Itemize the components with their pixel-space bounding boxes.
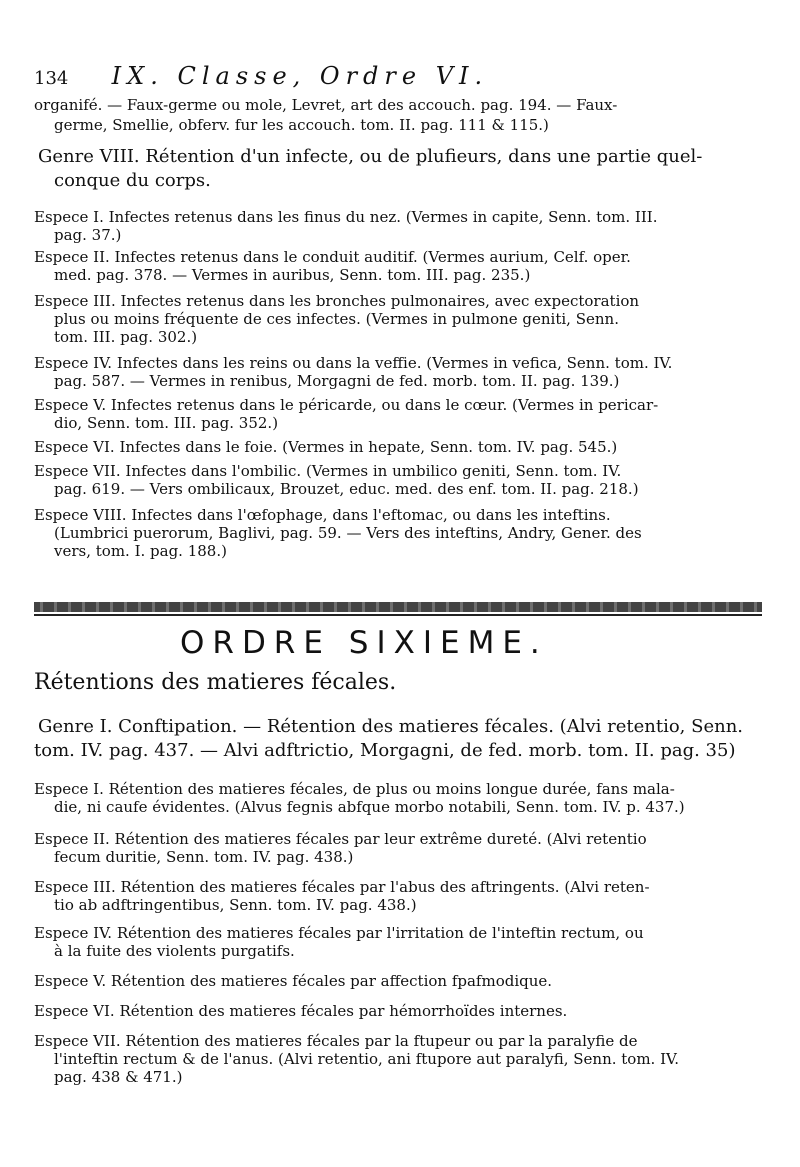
ordre-heading: ORDRE SIXIEME. xyxy=(180,625,548,661)
espece-line: pag. 587. — Vermes in renibus, Morgagni de fed. morb. tom. II. pag. 139.) xyxy=(54,372,620,390)
espece-line: Espece II. Infectes retenus dans le conduit auditif. (Vermes aurium, Celf. oper. xyxy=(34,248,631,266)
espece-line: à la fuite des violents purgatifs. xyxy=(54,942,295,960)
espece-line: fecum duritie, Senn. tom. IV. pag. 438.) xyxy=(54,848,354,866)
espece-line: Espece V. Rétention des matieres fécales par affection fpafmodique. xyxy=(34,972,553,990)
espece-line: tio ab adftringentibus, Senn. tom. IV. pag. 438.) xyxy=(54,896,417,914)
running-head xyxy=(34,62,754,93)
divider xyxy=(34,614,762,616)
espece-line: Espece I. Infectes retenus dans les finus du nez. (Vermes in capite, Senn. tom. III. xyxy=(34,208,658,226)
espece-line: Espece VI. Infectes dans le foie. (Vermes in hepate, Senn. tom. IV. pag. 545.) xyxy=(34,438,618,456)
espece-line: l'inteftin rectum & de l'anus. (Alvi retentio, ani ftupore aut paralyfi, Senn. tom. IV. xyxy=(54,1050,679,1068)
espece-line: Espece VII. Infectes dans l'ombilic. (Vermes in umbilico geniti, Senn. tom. IV. xyxy=(34,462,622,480)
espece-line: Espece III. Infectes retenus dans les bronches pulmonaires, avec expectoration xyxy=(34,292,640,310)
espece-line: Espece IV. Rétention des matieres fécales par l'irritation de l'inteftin rectum, ou xyxy=(34,924,644,942)
espece-line: pag. 37.) xyxy=(54,226,122,244)
running-title: IX. Classe, Ordre VI. xyxy=(111,62,489,90)
genre-heading: Genre I. Conftipation. — Rétention des matieres fécales. (Alvi retentio, Senn. xyxy=(38,716,744,737)
ornamental-rule xyxy=(34,602,762,612)
text-line: organifé. — Faux-germe ou mole, Levret, art des accouch. pag. 194. — Faux- xyxy=(34,96,618,114)
section-title: Rétentions des matieres fécales. xyxy=(34,670,397,695)
espece-line: Espece II. Rétention des matieres fécales par leur extrême dureté. (Alvi retentio xyxy=(34,830,647,848)
espece-line: Espece III. Rétention des matieres fécales par l'abus des aftringents. (Alvi reten- xyxy=(34,878,650,896)
espece-line: Espece VIII. Infectes dans l'œfophage, dans l'eftomac, ou dans les inteftins. xyxy=(34,506,611,524)
espece-line: (Lumbrici puerorum, Baglivi, pag. 59. — Vers des inteftins, Andry, Gener. des xyxy=(54,524,642,542)
espece-line: Espece VI. Rétention des matieres fécales par hémorrhoïdes internes. xyxy=(34,1002,568,1020)
genre-heading: Genre VIII. Rétention d'un infecte, ou de plufieurs, dans une partie quel- xyxy=(38,146,703,167)
espece-line: die, ni caufe évidentes. (Alvus fegnis abfque morbo notabili, Senn. tom. IV. p. 437.) xyxy=(54,798,685,816)
espece-line: Espece I. Rétention des matieres fécales, de plus ou moins longue durée, fans mala- xyxy=(34,780,675,798)
espece-line: pag. 619. — Vers ombilicaux, Brouzet, educ. med. des enf. tom. II. pag. 218.) xyxy=(54,480,639,498)
espece-line: pag. 438 & 471.) xyxy=(54,1068,183,1086)
page-number: 134 xyxy=(34,68,69,89)
espece-line: Espece V. Infectes retenus dans le péricarde, ou dans le cœur. (Vermes in pericar- xyxy=(34,396,659,414)
espece-line: Espece IV. Infectes dans les reins ou dans la veffie. (Vermes in vefica, Senn. tom. IV. xyxy=(34,354,673,372)
genre-heading-cont: tom. IV. pag. 437. — Alvi adftrictio, Morgagni, de fed. morb. tom. II. pag. 35) xyxy=(34,740,736,761)
espece-line: Espece VII. Rétention des matieres fécales par la ftupeur ou par la paralyfie de xyxy=(34,1032,638,1050)
espece-line: tom. III. pag. 302.) xyxy=(54,328,198,346)
espece-line: dio, Senn. tom. III. pag. 352.) xyxy=(54,414,279,432)
genre-heading-cont: conque du corps. xyxy=(54,170,211,191)
espece-line: plus ou moins fréquente de ces infectes. (Vermes in pulmone geniti, Senn. xyxy=(54,310,619,328)
espece-line: vers, tom. I. pag. 188.) xyxy=(54,542,227,560)
text-line: germe, Smellie, obferv. fur les accouch. tom. II. pag. 111 & 115.) xyxy=(54,116,549,134)
espece-line: med. pag. 378. — Vermes in auribus, Senn. tom. III. pag. 235.) xyxy=(54,266,531,284)
